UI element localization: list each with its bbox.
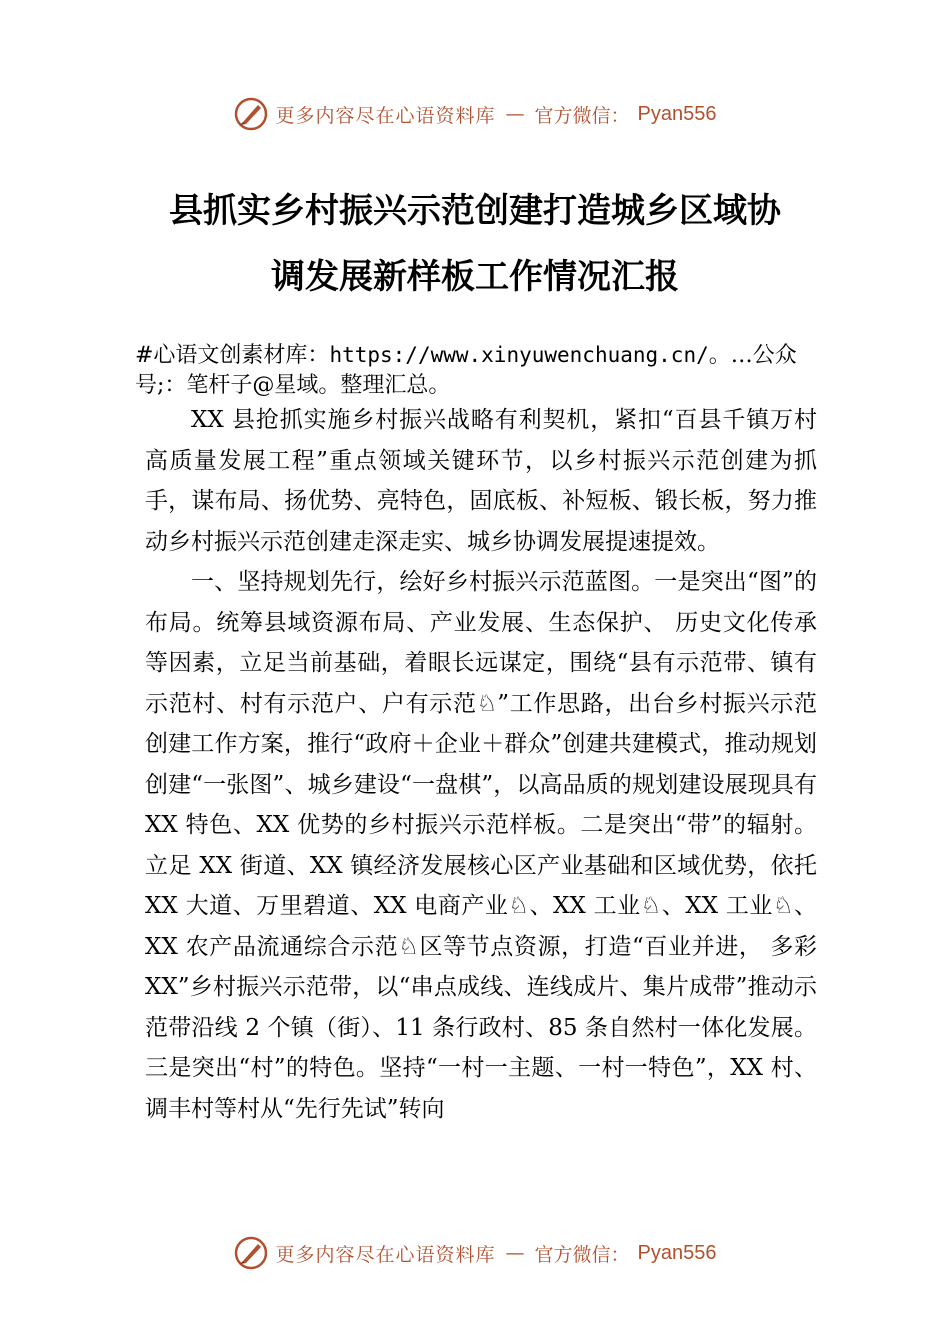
banner-separator: — [505,1242,525,1264]
document-title [0,178,950,310]
banner-text: 更多内容尽在心语资料库 [275,1243,496,1266]
quill-logo-icon [234,97,268,131]
banner-wechat-id: Pyan556 [637,102,717,125]
banner-separator: — [505,103,525,125]
footer-banner [0,1233,950,1273]
quill-logo-icon [234,1236,268,1270]
banner-wechat-label: 官方微信： [534,1243,630,1266]
title-line-1: 县抓实乡村振兴示范创建打造城乡区域协 [169,191,781,231]
banner-wechat-label: 官方微信： [534,104,630,127]
source-note [135,340,825,401]
banner-wechat-id: Pyan556 [637,1241,717,1264]
title-line-2: 调发展新样板工作情况汇报 [271,257,679,297]
source-url: https://www.xinyuwenchuang.cn/ [329,343,709,367]
document-body [145,400,817,1129]
header-banner [0,94,950,134]
source-prefix: #心语文创素材库： [135,343,330,368]
paragraph: XX 县抢抓实施乡村振兴战略有利契机，紧扣“百县千镇万村高质量发展工程”重点领域关键环节，以乡村振兴示范创建为抓手，谋布局、扬优势、亮特色，固底板、补短板、锻长板，努力推动乡村振兴示范创建走深走实、城乡协调发展提速提效。 [145,407,817,555]
paragraph: 一、坚持规划先行，绘好乡村振兴示范蓝图。一是突出“图”的布局。统筹县域资源布局、产业发展、生态保护、 历史文化传承等因素，立足当前基础，着眼长远谋定，围绕“县有示范带、镇有示范村、村有示范户、户有示范♘”工作思路，出台乡村振兴示范创建工作方案，推行“政府＋企业＋群众”创建共建模式，推动规划创建“一张图”、城乡建设“一盘棋”，以高品质的规划建设展现具有 XX 特色、XX 优势的乡村振兴示范样板。二是突出“带”的辐射。立足 XX 街道、XX 镇经济发展核心区产业基础和区域优势，依托 XX 大道、万里碧道、XX 电商产业♘、XX 工业♘、XX 工业♘、XX 农产品流通综合示范♘区等节点资源，打造“百业并进， 多彩 XX”乡村振兴示范带，以“串点成线、连线成片、集片成带”推动示范带沿线 2 个镇（街）、11 条行政村、85 条自然村一体化发展。三是突出“村”的特色。坚持“一村一主题、一村一特色”，XX 村、调丰村等村从“先行先试”转向 [145,569,817,1122]
source-suffix: 。…公众号;：笔杆子@星域。整理汇总。 [135,343,797,398]
banner-text: 更多内容尽在心语资料库 [275,104,496,127]
